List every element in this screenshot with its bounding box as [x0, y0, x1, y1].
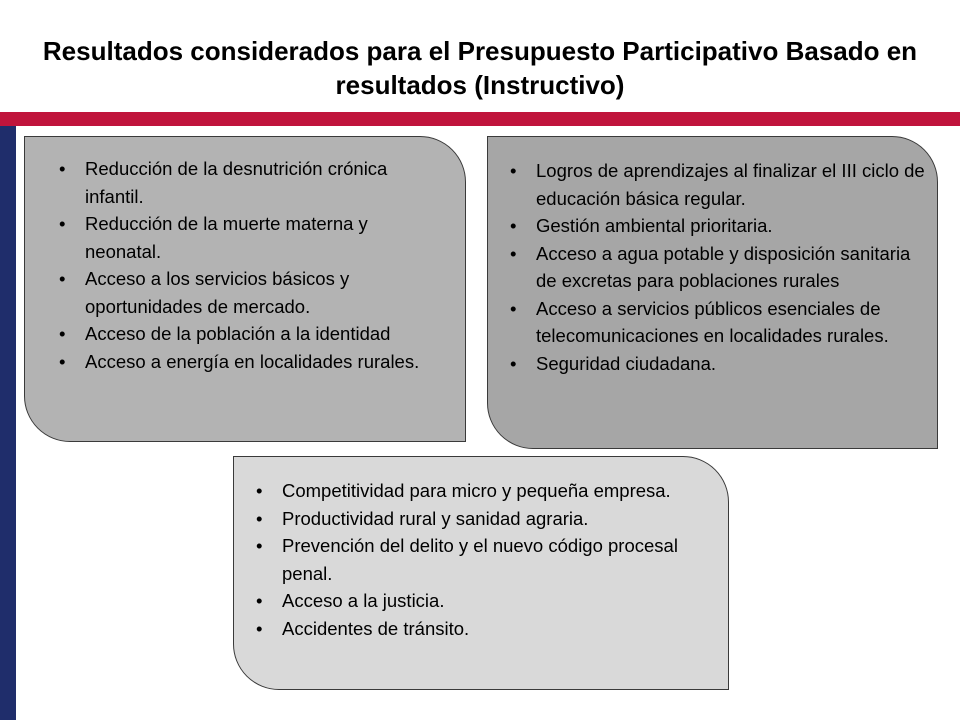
list-item: • Reducción de la desnutrición crónica infantil. [55, 155, 449, 210]
list-item: • Logros de aprendizajes al finalizar el III ciclo de educación básica regular. [506, 157, 929, 212]
list-item: • Acceso a agua potable y disposición sanitaria de excretas para poblaciones rurales [506, 240, 929, 295]
list-item: • Competitividad para micro y pequeña empresa. [252, 477, 718, 505]
list-item: • Acceso a servicios públicos esenciales de telecomunicaciones en localidades rurales. [506, 295, 929, 350]
list-item: • Acceso de la población a la identidad [55, 320, 449, 348]
list-item: • Reducción de la muerte materna y neonatal. [55, 210, 449, 265]
red-accent-band [0, 112, 960, 126]
results-box-top-right [487, 136, 938, 449]
list-item: • Acceso a los servicios básicos y oportunidades de mercado. [55, 265, 449, 320]
results-list [55, 155, 449, 375]
list-item: • Seguridad ciudadana. [506, 350, 929, 378]
list-item: • Acceso a energía en localidades rurales. [55, 348, 449, 376]
list-item: • Gestión ambiental prioritaria. [506, 212, 929, 240]
blue-accent-band [0, 126, 16, 720]
results-list [506, 157, 929, 377]
slide-title: Resultados considerados para el Presupuesto Participativo Basado en resultados (Instructivo) [42, 36, 918, 100]
list-item: • Accidentes de tránsito. [252, 615, 718, 643]
list-item: • Prevención del delito y el nuevo código procesal penal. [252, 532, 718, 587]
results-box-bottom [233, 456, 729, 690]
list-item: • Productividad rural y sanidad agraria. [252, 505, 718, 533]
results-box-top-left [24, 136, 466, 442]
results-list [252, 477, 718, 642]
list-item: • Acceso a la justicia. [252, 587, 718, 615]
